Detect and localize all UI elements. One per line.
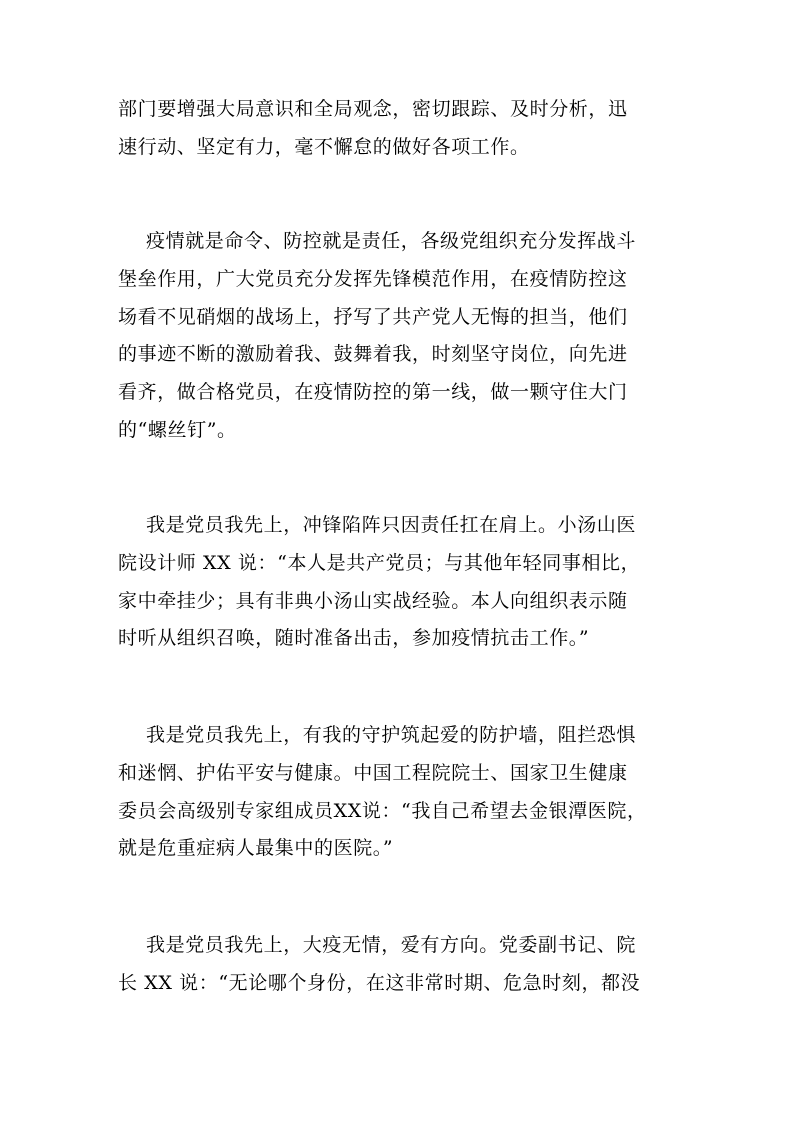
paragraph-line: 长 XX 说：“无论哪个身份，在这非常时期、危急时刻，都没	[118, 971, 641, 994]
paragraph-2	[118, 228, 636, 455]
paragraph-5	[118, 932, 640, 1008]
paragraph-line: 堡垒作用，广大党员充分发挥先锋模范作用，在疫情防控这	[118, 267, 628, 290]
paragraph-line: 和迷惘、护佑平安与健康。中国工程院院士、国家卫生健康	[118, 761, 628, 784]
paragraph-line: 就是危重症病人最集中的医院。”	[118, 837, 394, 860]
paragraph-line: 委员会高级别专家组成员XX说：“我自己希望去金银潭医院，	[118, 799, 647, 822]
paragraph-line: 速行动、坚定有力，毫不懈怠的做好各项工作。	[118, 135, 530, 158]
paragraph-4	[118, 722, 647, 873]
paragraph-line: 我是党员我先上，有我的守护筑起爱的防护墙，阻拦恐惧	[146, 724, 637, 746]
paragraph-line: 我是党员我先上，大疫无情，爱有方向。党委副书记、院	[146, 934, 637, 956]
paragraph-line: 场看不见硝烟的战场上，抒写了共产党人无悔的担当，他们	[118, 305, 628, 328]
paragraph-line: 我是党员我先上，冲锋陷阵只因责任扛在肩上。小汤山医	[146, 514, 637, 536]
paragraph-line: 疫情就是命令、防控就是责任，各级党组织充分发挥战斗	[146, 230, 637, 252]
paragraph-line: 时听从组织召唤，随时准备出击，参加疫情抗击工作。”	[118, 627, 590, 650]
paragraph-line: 的“螺丝钉”。	[118, 418, 237, 441]
paragraph-3	[118, 512, 640, 663]
paragraph-line: 家中牵挂少；具有非典小汤山实战经验。本人向组织表示随	[118, 589, 628, 612]
paragraph-line: 院设计师 XX 说：“本人是共产党员；与其他年轻同事相比，	[118, 551, 641, 574]
paragraph-1	[118, 96, 628, 172]
paragraph-line: 看齐，做合格党员，在疫情防控的第一线，做一颗守住大门	[118, 381, 628, 404]
paragraph-line: 的事迹不断的激励着我、鼓舞着我，时刻坚守岗位，向先进	[118, 343, 628, 366]
paragraph-line: 部门要增强大局意识和全局观念，密切跟踪、及时分析，迅	[118, 98, 628, 120]
